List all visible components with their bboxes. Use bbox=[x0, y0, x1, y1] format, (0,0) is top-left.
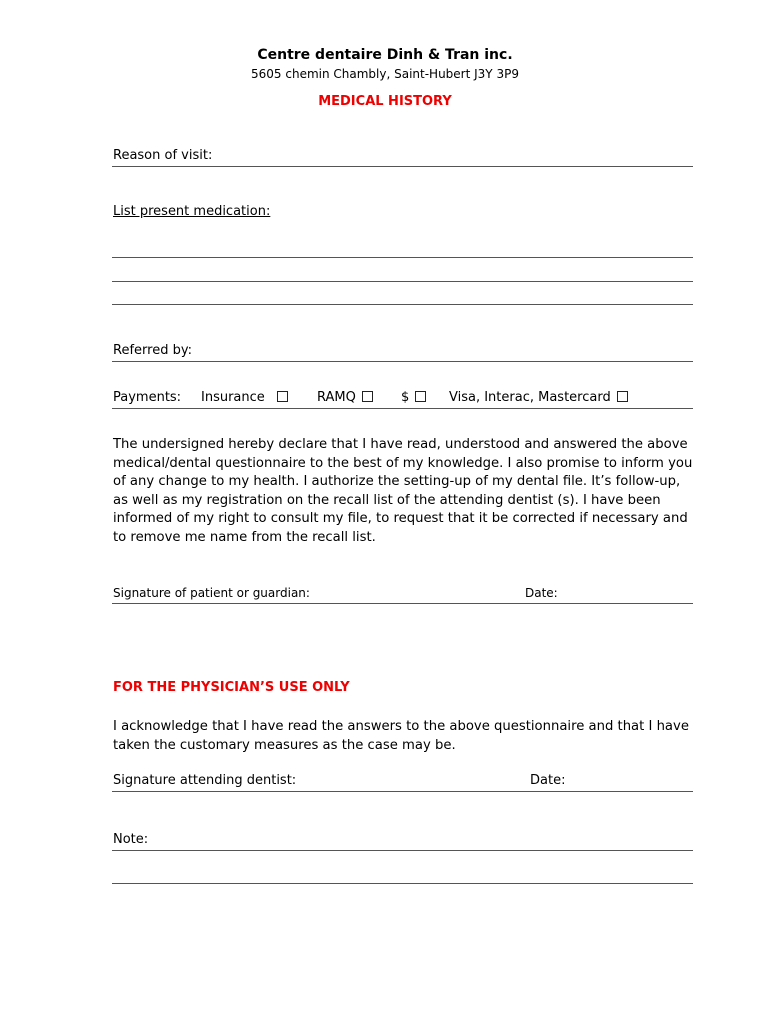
note-label: Note: bbox=[113, 832, 149, 847]
payments-line bbox=[112, 408, 693, 409]
patient-signature-label: Signature of patient or guardian: bbox=[113, 586, 310, 600]
payment-option-insurance[interactable] bbox=[201, 390, 288, 405]
medication-line-3[interactable] bbox=[112, 304, 693, 305]
physician-acknowledgement-text: I acknowledge that I have read the answers to the above questionnaire and that I have taken the customary measures as the case may be. bbox=[113, 719, 689, 753]
patient-date-label: Date: bbox=[525, 586, 558, 600]
payment-option-label: Insurance bbox=[201, 390, 265, 405]
note-line-1[interactable] bbox=[112, 850, 693, 851]
medication-label: List present medication: bbox=[113, 204, 271, 219]
declaration-text: The undersigned hereby declare that I have read, understood and answered the above medical/dental questionnaire to the best of my knowledge. I also promise to inform you of any change to my health. I authorize the setting-up of my dental file. It’s follow-up, as well as my registration on the recall list of the attending dentist (s). I have been informed of my right to consult my file, to request that it be corrected if necessary and to remove me name from the recall list. bbox=[113, 437, 693, 545]
payment-option-label: RAMQ bbox=[317, 390, 356, 405]
dentist-signature-field[interactable] bbox=[112, 791, 693, 792]
patient-signature-field[interactable] bbox=[112, 603, 693, 604]
clinic-address: 5605 chemin Chambly, Saint-Hubert J3Y 3P9 bbox=[251, 67, 519, 81]
payment-option-ramq[interactable] bbox=[317, 390, 373, 405]
payments-label: Payments: bbox=[113, 390, 182, 405]
payment-option-label: $ bbox=[401, 390, 410, 405]
reason-of-visit-field[interactable] bbox=[112, 166, 693, 167]
dentist-date-label: Date: bbox=[530, 773, 566, 788]
checkbox-icon[interactable] bbox=[617, 391, 628, 402]
payment-option-label: Visa, Interac, Mastercard bbox=[449, 390, 611, 405]
dentist-signature-label: Signature attending dentist: bbox=[113, 773, 297, 788]
medication-line-1[interactable] bbox=[112, 257, 693, 258]
checkbox-icon[interactable] bbox=[415, 391, 426, 402]
note-line-2[interactable] bbox=[112, 883, 693, 884]
payment-option-cards[interactable] bbox=[449, 390, 628, 405]
referred-by-field[interactable] bbox=[112, 361, 693, 362]
referred-by-label: Referred by: bbox=[113, 343, 192, 358]
reason-of-visit-label: Reason of visit: bbox=[113, 148, 213, 163]
physician-section-heading: FOR THE PHYSICIAN’S USE ONLY bbox=[113, 680, 350, 695]
checkbox-icon[interactable] bbox=[277, 391, 288, 402]
payment-option-cash[interactable] bbox=[401, 390, 426, 405]
clinic-name: Centre dentaire Dinh & Tran inc. bbox=[257, 47, 513, 63]
form-title: MEDICAL HISTORY bbox=[318, 94, 452, 109]
medication-line-2[interactable] bbox=[112, 281, 693, 282]
checkbox-icon[interactable] bbox=[362, 391, 373, 402]
